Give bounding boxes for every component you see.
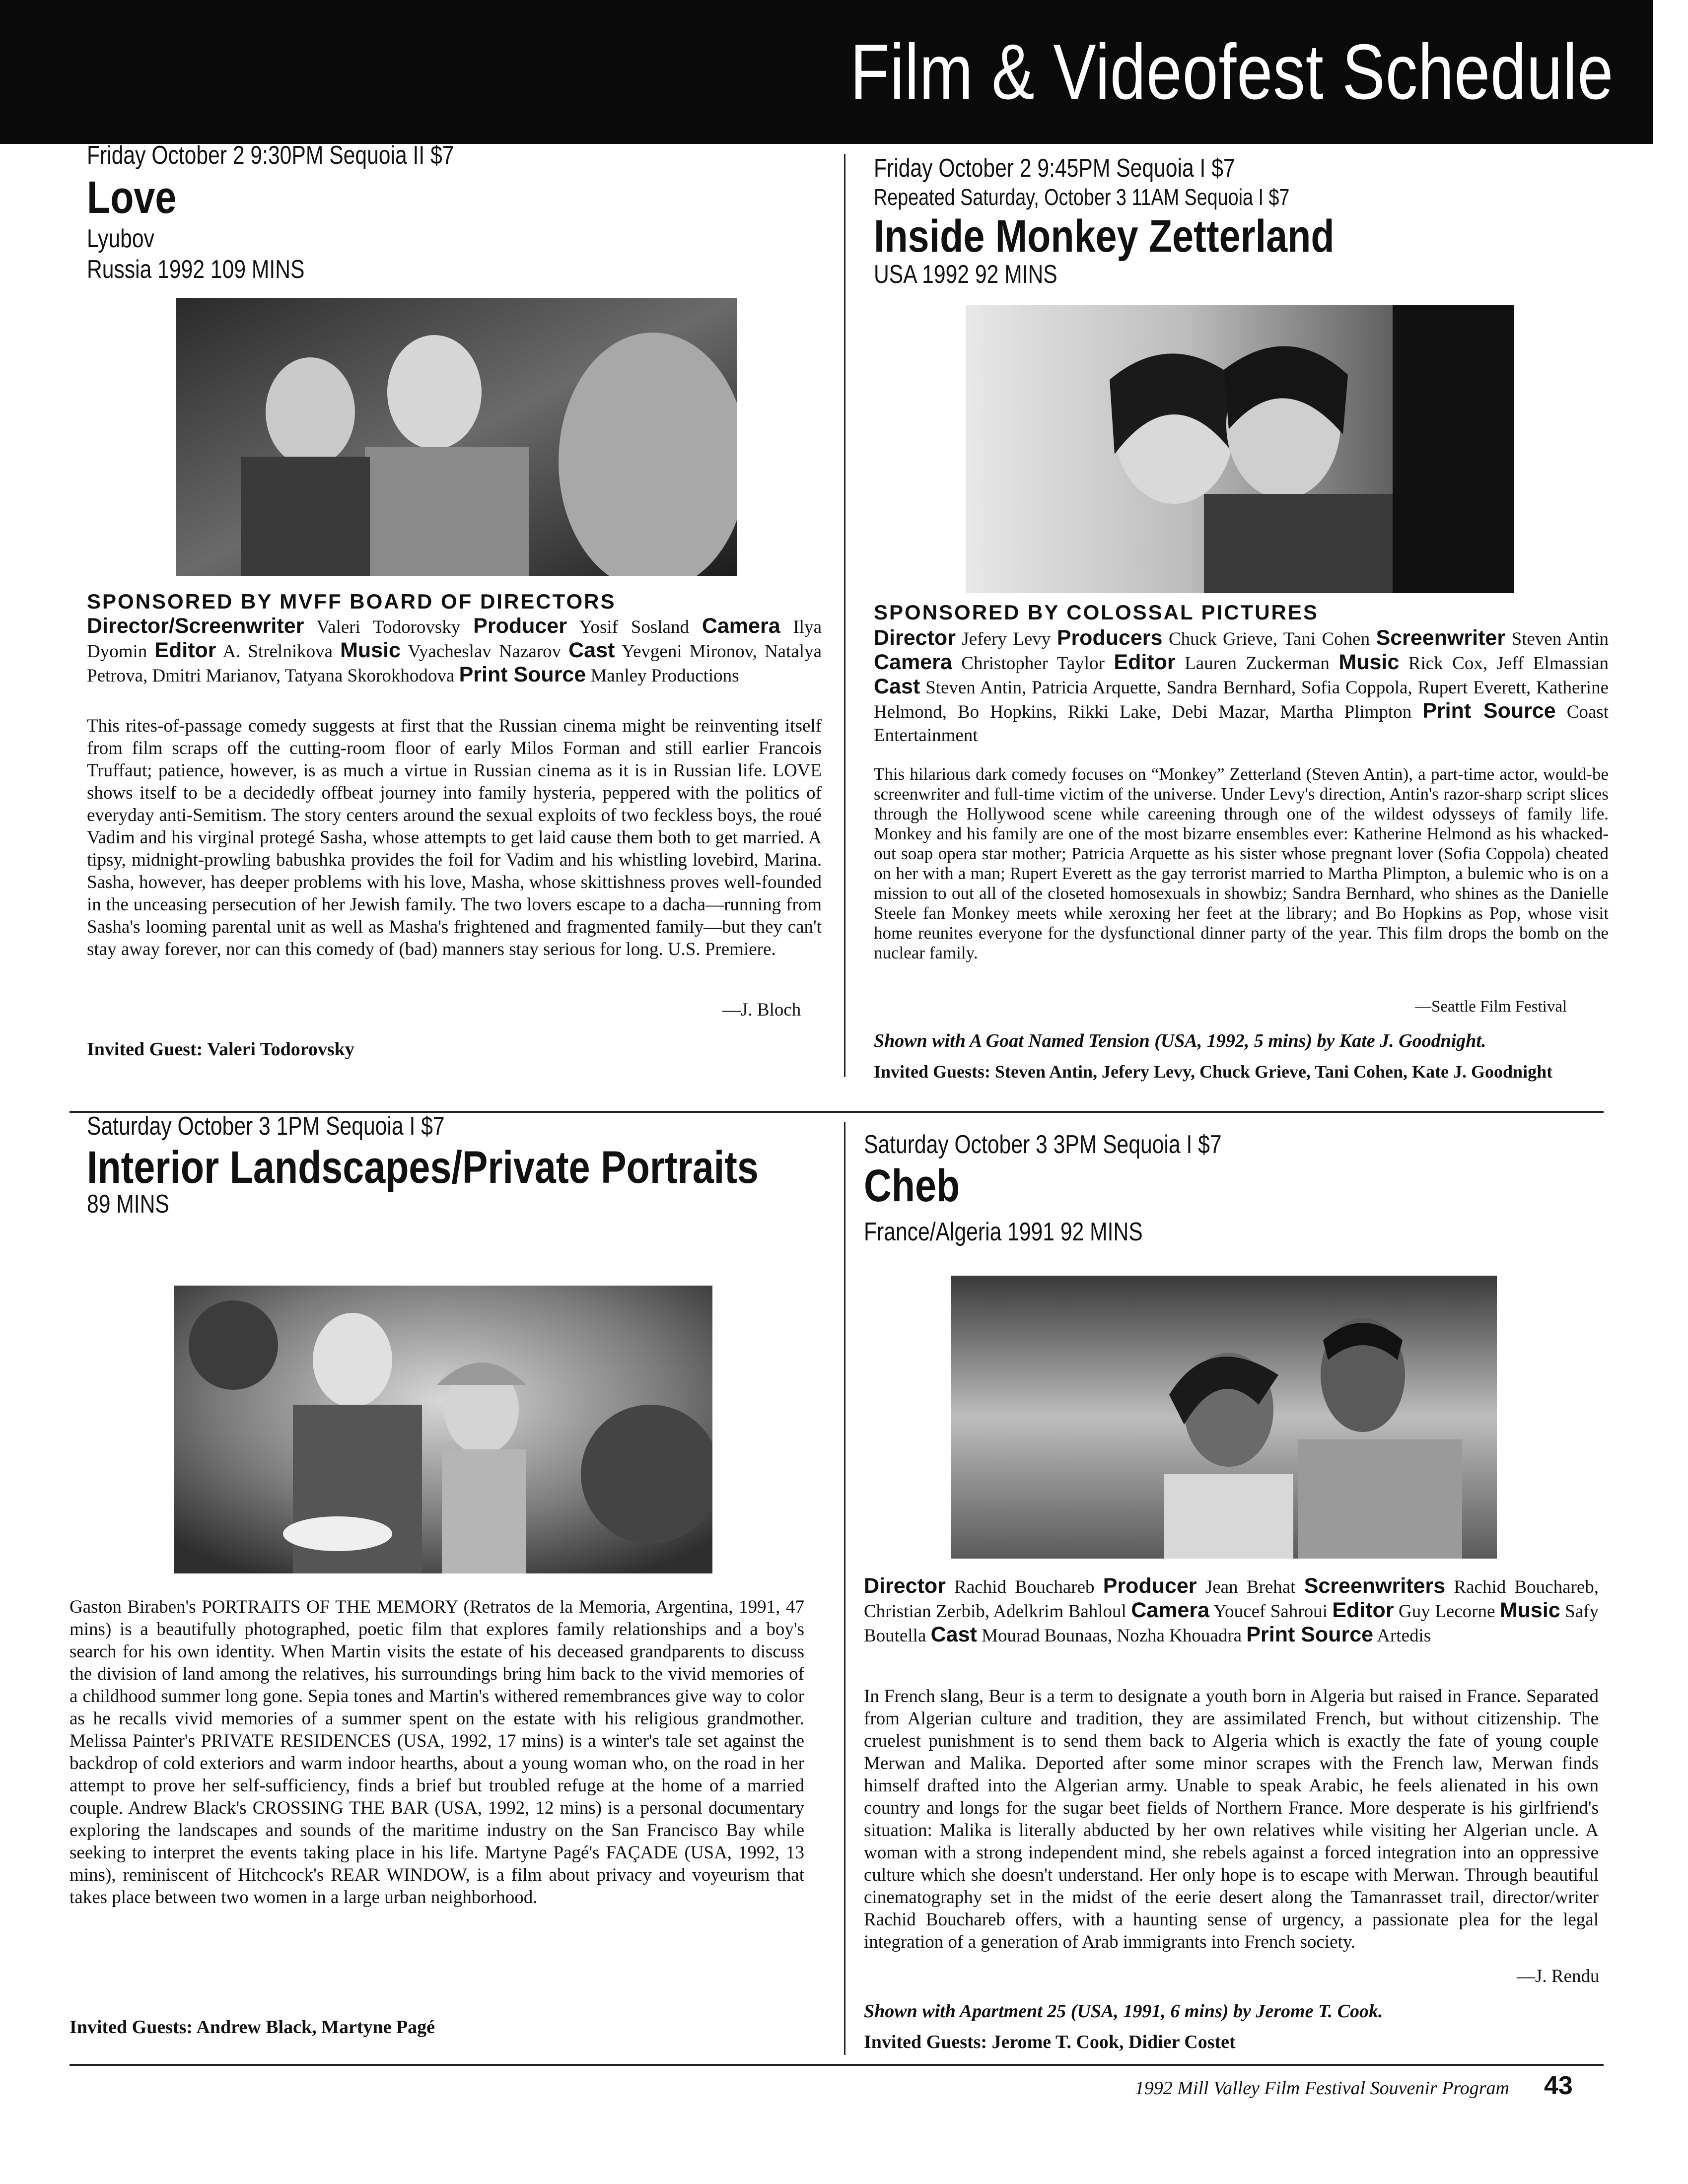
review-signature: —Seattle Film Festival — [1415, 998, 1567, 1016]
credit-role: Producer — [473, 614, 567, 638]
repeat-schedule: Repeated Saturday, October 3 11AM Sequoia I $7 — [874, 184, 1290, 210]
film-entry-interior-landscapes — [87, 1111, 822, 1219]
credit-name: Steven Antin — [1511, 629, 1609, 649]
film-still-inside-monkey-zetterland — [966, 305, 1514, 593]
film-title: Inside Monkey Zetterland — [874, 211, 1335, 262]
film-still-interior-landscapes — [174, 1286, 712, 1573]
invited-guests: Invited Guests: Jerome T. Cook, Didier Costet — [864, 2032, 1236, 2052]
sponsor-line: SPONSORED BY MVFF BOARD OF DIRECTORS — [87, 590, 616, 613]
credit-name: Mourad Bounaas, Nozha Khouadra — [982, 1626, 1242, 1646]
invited-guests: Invited Guest: Valeri Todorovsky — [87, 1039, 354, 1060]
film-title: Interior Landscapes/Private Portraits — [87, 1142, 759, 1193]
credit-role: Editor — [1114, 650, 1176, 674]
credit-name: Rachid Bouchareb, Christian Zerbib, Adelkrim Bahloul — [864, 1577, 1599, 1622]
credit-role: Camera — [1131, 1598, 1210, 1622]
credit-name: Coast Entertainment — [874, 702, 1609, 746]
schedule: Friday October 2 9:30PM Sequoia II $7 — [87, 141, 454, 170]
film-description: This rites-of-passage comedy suggests at first that the Russian cinema might be reinventing itself from film scraps off the cutting-room floor of early Milos Forman and still earlier Francois Truffaut; patience, however, is as much a virtue in Russian cinema as it is in Russian life. LOVE shows itself to be a decidedly offbeat journey into family hysteria, peppered with the politics of everyday anti-Semitism. The story centers around the sexual exploits of two feckless boys, the roué Vadim and his virginal protegé Sasha, whose attempts to get laid cause them both to get married. A tipsy, midnight-prowling babushka provides the foil for Vadim and his whistling lovebird, Marina. Sasha, however, has deeper problems with his love, Masha, whose skittishness proves well-founded in the unceasing persecution of her Jewish family. The two lovers escape to a dacha—running from Sasha's looming parental unit as well as Masha's frightened and fragmented family—but they can't stay away forever, nor can this comedy of (bad) manners stay serious for long. U.S. Premiere. — [87, 716, 822, 959]
credits-block — [874, 626, 1609, 747]
credit-role: Cast — [874, 675, 920, 698]
page-title: Film & Videofest Schedule — [850, 28, 1614, 116]
film-description: Gaston Biraben's PORTRAITS OF THE MEMORY (Retratos de la Memoria, Argentina, 1991, 47 mins) is a beautifully photographed, poetic film that explores family relationships and a boy's search for his own identity. When Martin visits the estate of his deceased grandparents to discuss the division of land among the relatives, his surroundings bring him back to the vivid memories of a childhood summer long gone. Sepia tones and Martin's withered remembrances give way to color as he recalls vivid memories of a summer spent on the estate with his religious grandmother. Melissa Painter's PRIVATE RESIDENCES (USA, 1992, 17 mins) is a winter's tale set against the backdrop of cold exteriors and warm indoor hearths, about a young woman who, on the road in her attempt to prove her self-sufficiency, finds a brief but troubled refuge at the home of a married couple. Andrew Black's CROSSING THE BAR (USA, 1992, 12 mins) is a personal documentary exploring the landscapes and sounds of the maritime industry on the San Francisco Bay while seeking to interpret the events taking place in his life. Martyne Pagé's FAÇADE (USA, 1992, 13 mins), reminiscent of Hitchcock's REAR WINDOW, is a film about privacy and voyeurism that takes place between two women in a large urban neighborhood. — [70, 1597, 804, 1908]
schedule: Saturday October 3 3PM Sequoia I $7 — [864, 1130, 1222, 1159]
column-divider-bottom — [844, 1122, 845, 2055]
credit-role: Producers — [1056, 626, 1163, 650]
credit-name: Chuck Grieve, Tani Cohen — [1168, 629, 1370, 649]
invited-guests: Invited Guests: Andrew Black, Martyne Pagé — [70, 2017, 435, 2038]
review-signature: —J. Bloch — [722, 1000, 801, 1020]
film-still-love — [176, 298, 737, 576]
film-entry-cheb — [864, 1129, 1599, 1247]
credit-role: Music — [1338, 650, 1400, 674]
credit-role: Camera — [874, 650, 952, 674]
credit-name: Steven Antin, Patricia Arquette, Sandra Bernhard, Sofia Coppola, Rupert Everett, Katherine Helmond, Bo Hopkins, Rikki Lake, Debi Mazar, Martha Plimpton — [874, 678, 1609, 722]
credit-role: Camera — [702, 614, 780, 638]
credit-role: Print Source — [459, 663, 586, 686]
credit-name: Guy Lecorne — [1399, 1601, 1495, 1622]
credit-role: Director — [874, 626, 956, 650]
film-description: In French slang, Beur is a term to designate a youth born in Algeria but raised in France. Separated from Algerian culture and tradition, they are assimilated French, but without citizenship. The cruelest punishment is to send them back to Algeria which is exactly the fate of young couple Merwan and Malika. Deported after some minor scrapes with the French law, Merwan finds himself drafted into the Algerian army. Unable to speak Arabic, he feels alienated in his own country and longs for the sugar beet fields of Northern France. More desperate is his girlfriend's situation: Malika is literally abducted by her own relatives while visiting her Algerian uncle. A woman with a strong independent mind, she rebels against a forced integration into an oppressive culture which she doesn't understand. Her only hope is to escape with Merwan. Through beautiful cinematography set in the midst of the eerie desert along the Tamanrasset trail, director/writer Rachid Bouchareb offers, with a haunting sense of urgency, a passionate plea for the legal integration of a generation of Arab immigrants into French society. — [864, 1686, 1599, 1952]
credit-name: Jean Brehat — [1205, 1577, 1296, 1597]
credit-name: Lauren Zuckerman — [1185, 653, 1330, 674]
credits-block — [864, 1574, 1599, 1647]
film-entry-love — [87, 140, 822, 285]
credit-role: Print Source — [1422, 699, 1556, 723]
review-signature: —J. Rendu — [1517, 1966, 1600, 1986]
credit-role: Director — [864, 1574, 946, 1598]
credit-role: Music — [340, 638, 401, 662]
footer-program-title: 1992 Mill Valley Film Festival Souvenir Program — [1134, 2078, 1509, 2099]
schedule: Saturday October 3 1PM Sequoia I $7 — [87, 1112, 445, 1141]
credit-name: Jefery Levy — [962, 629, 1051, 649]
alt-title: Lyubov — [87, 224, 154, 253]
credit-role: Music — [1499, 1598, 1560, 1622]
credit-name: Safy Boutella — [864, 1601, 1599, 1646]
credit-name: Rick Cox, Jeff Elmassian — [1408, 653, 1609, 674]
film-info: 89 MINS — [87, 1190, 169, 1219]
credit-name: Rachid Bouchareb — [954, 1577, 1095, 1597]
credit-name: Artedis — [1377, 1626, 1431, 1646]
credit-role: Screenwriters — [1304, 1574, 1446, 1598]
page-number: 43 — [1544, 2071, 1573, 2100]
film-still-cheb — [951, 1276, 1497, 1559]
credit-role: Print Source — [1246, 1623, 1374, 1646]
credit-name: Yosif Sosland — [579, 617, 689, 637]
credit-role: Cast — [930, 1623, 977, 1646]
film-info: Russia 1992 109 MINS — [87, 255, 305, 284]
film-title: Love — [87, 172, 177, 223]
credit-role: Cast — [568, 638, 615, 662]
credit-role: Screenwriter — [1376, 626, 1506, 650]
credit-role: Producer — [1103, 1574, 1197, 1598]
credit-name: Youcef Sahroui — [1213, 1601, 1328, 1622]
credit-name: Manley Productions — [590, 666, 739, 686]
film-info: France/Algeria 1991 92 MINS — [864, 1218, 1143, 1246]
credit-name: Valeri Todorovsky — [316, 617, 461, 637]
credits-block — [87, 614, 822, 687]
schedule: Friday October 2 9:45PM Sequoia I $7 — [874, 154, 1235, 183]
credit-role: Director/Screenwriter — [87, 614, 304, 638]
shown-with: Shown with Apartment 25 (USA, 1991, 6 mins) by Jerome T. Cook. — [864, 2001, 1383, 2022]
film-title: Cheb — [864, 1160, 960, 1211]
invited-guests: Invited Guests: Steven Antin, Jefery Levy, Chuck Grieve, Tani Cohen, Kate J. Goodnight — [874, 1062, 1553, 1082]
credit-name: Vyacheslav Nazarov — [408, 641, 562, 662]
film-entry-inside-monkey-zetterland — [874, 153, 1609, 287]
credit-role: Editor — [1332, 1598, 1394, 1622]
shown-with: Shown with A Goat Named Tension (USA, 1992, 5 mins) by Kate J. Goodnight. — [874, 1030, 1486, 1051]
credit-name: A. Strelnikova — [222, 641, 333, 662]
column-divider-top — [844, 154, 845, 1077]
film-description: This hilarious dark comedy focuses on “Monkey” Zetterland (Steven Antin), a part-time actor, would-be screenwriter and full-time victim of the universe. Under Levy's direction, Antin's razor-sharp script slices through the Hollywood scene while careening through one of the wildest odysseys of family life. Monkey and his family are one of the most bizarre ensembles ever: Katherine Helmond as his whacked-out soap opera star mother; Patricia Arquette as his sister whose pregnant lover (Sofia Coppola) cheated on her with a man; Rupert Everett as the gay terrorist married to Martha Plimpton, a bulemic who is on a mission to out all of the closeted homosexuals in showbiz; Sandra Bernhard, who shines as the Danielle Steele fan Monkey meets while xeroxing her feet at the library; and Bo Hopkins as Pop, whose visit home reunites everyone for the dysfunctional dinner party of the year. This film drops the bomb on the nuclear family. — [874, 764, 1609, 962]
credit-name: Ilya Dyomin — [87, 617, 822, 662]
film-info: USA 1992 92 MINS — [874, 260, 1057, 289]
footer-rule — [70, 2064, 1604, 2066]
sponsor-line: SPONSORED BY COLOSSAL PICTURES — [874, 601, 1319, 624]
header-bar — [0, 0, 1653, 144]
credit-role: Editor — [154, 638, 216, 662]
credit-name: Christopher Taylor — [961, 653, 1105, 674]
credit-name: Yevgeni Mironov, Natalya Petrova, Dmitri Marianov, Tatyana Skorokhodova — [87, 641, 822, 686]
